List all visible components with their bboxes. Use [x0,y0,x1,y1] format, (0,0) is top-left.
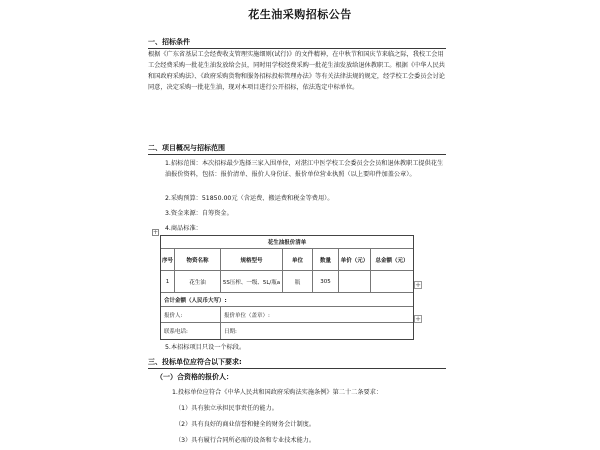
section-3-heading: 三、投标单位应符合以下要求: [148,358,242,366]
requirement-item-3: （3）具有履行合同所必需的设备和专业技术能力。 [175,437,316,444]
table-cell: 305 [313,271,339,293]
phone-label: 联系电话: [161,323,221,339]
plus-icon[interactable]: + [415,281,421,289]
header-cell: 单价（元） [339,249,371,271]
table-cell: 瓶 [283,271,313,293]
table-caption: 花生油报价清单 [161,236,413,249]
table-cell: 5S压榨、一级、5L/瓶a [221,271,283,293]
table-cell [339,271,371,293]
requirement-item-2: （2）具有良好的商业信誉和健全的财务会计制度。 [175,421,316,428]
header-cell: 序号 [161,249,175,271]
section-1-paragraph: 根据《广东省基层工会经费收支管理实施细则(试行)》的文件精神，在中秋节和国庆节来临之际，我校工会用工会经费采购一批花生油发放给会员，同时用学校经费采购一批花生油发放给退休教职工。根据《中华人民共和国政府采购法》、《政府采购货物和服务招标投标管理办法》等有关法律法规的规定，经学校工会委员会讨论同意，决定采购一批花生油，现对本项目进行公开招标，依法选定中标单位。 [148,51,445,91]
header-cell: 总金额（元） [371,249,413,271]
scope-paragraph: 1.招标范围：本次招标最少选择三家入围单位，对湛江中医学校工会委员会会员和退休教职工提供花生油报价资料，包括：报价清单、报价人身份证、报价单位营业执照（以上要印件加盖公章）。 [165,160,444,178]
plus-icon[interactable]: + [415,315,421,323]
table-cell: 花生油 [175,271,221,293]
standard-paragraph: 4.商品标准： [165,225,202,232]
funding-paragraph: 3.资金来源：自筹资金。 [165,210,233,217]
total-amount-label: 合计金额（人民币大写）: [161,293,413,307]
section-2-rule [148,154,446,155]
requirement-paragraph: 1.投标单位应符合《中华人民共和国政府采购法实施条例》第二十二条要求： [172,389,383,396]
requirement-item-1: （1）具有独立承担民事责任的能力。 [175,405,278,412]
header-cell: 规格型号 [221,249,283,271]
header-cell: 单位 [283,249,313,271]
section-2-heading: 二、项目概况与招标范围 [148,144,225,152]
move-handle-icon[interactable]: + [153,229,159,236]
quoter-label: 报价人: [161,307,221,323]
date-label: 日期: [224,329,237,335]
section-1-heading: 一、招标条件 [148,38,190,46]
document-title: 花生油采购招标公告 [248,8,352,21]
qualified-quoter-heading: （一）合资格的报价人： [156,373,233,381]
lot-paragraph: 5.本招标项目只设一个标段。 [165,344,246,351]
quote-unit-label: 报价单位（盖章）: [221,307,413,323]
header-cell: 数量 [313,249,339,271]
budget-paragraph: 2.采购预算：51850.00元（含运费、搬运费和税金等费用）。 [165,195,334,202]
header-cell: 物资名称 [175,249,221,271]
table-cell [371,271,413,293]
quote-table [160,235,414,340]
section-3-rule [148,368,446,369]
table-cell: 1 [161,271,175,293]
